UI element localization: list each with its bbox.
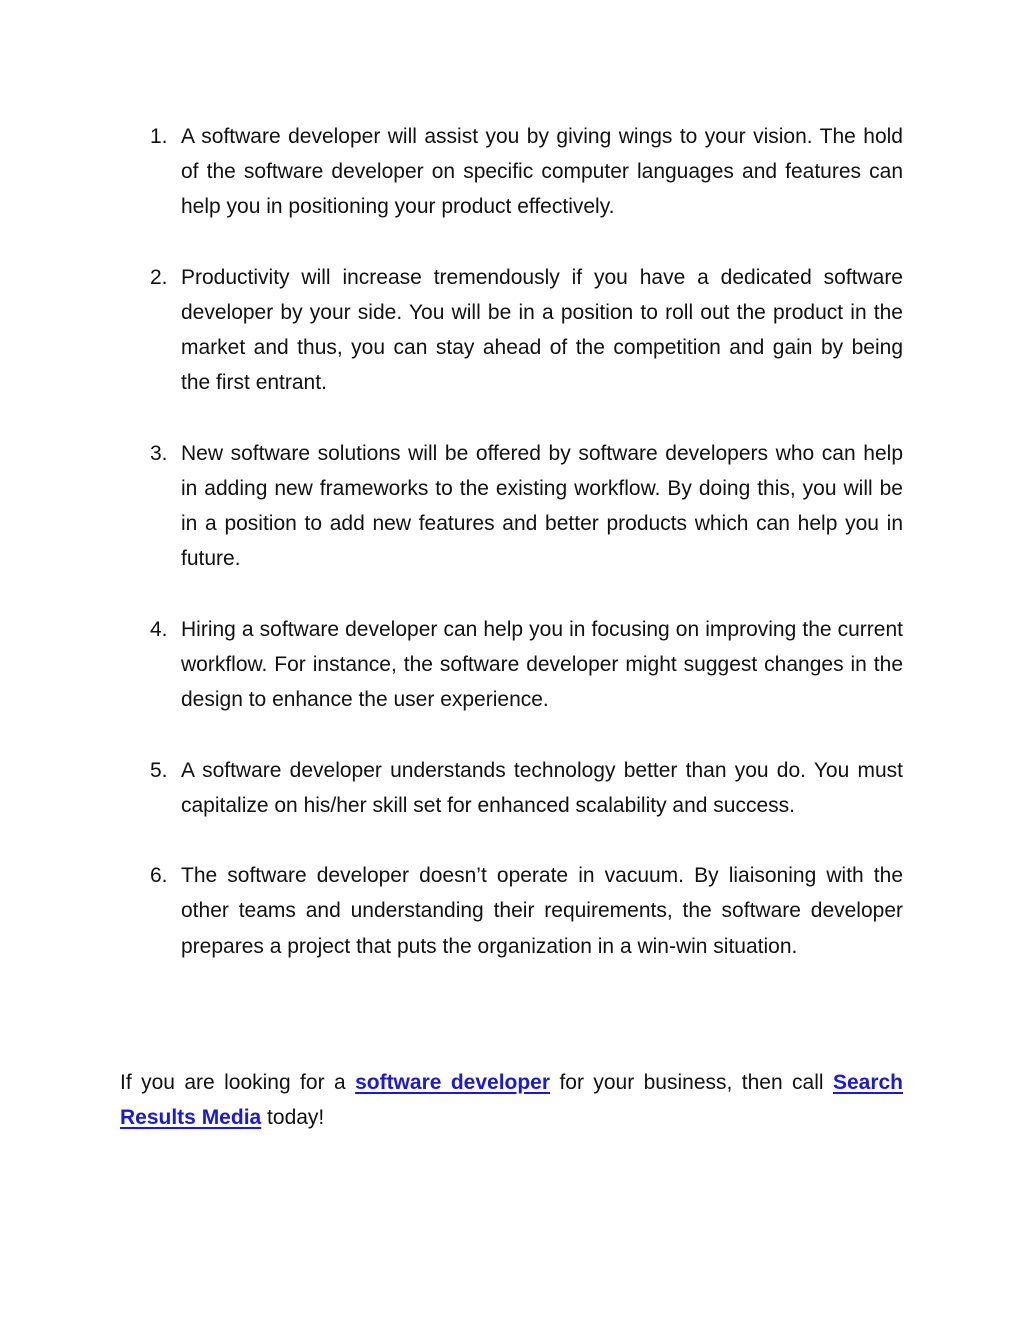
- list-item-number: 5.: [150, 758, 168, 782]
- list-item-number: 4.: [150, 617, 168, 641]
- list-item: [150, 858, 903, 964]
- list-item-text: Hiring a software developer can help you in focusing on improving the current workflow. For instance, the software developer might suggest changes in the design to enhance the user experience.: [181, 617, 903, 712]
- search-results-media-link[interactable]: Search Results Media: [120, 1071, 903, 1130]
- benefits-list: [150, 119, 903, 999]
- list-item-number: 3.: [150, 441, 168, 465]
- closing-text-end: today!: [261, 1106, 325, 1130]
- closing-text-middle: for your business, then call: [550, 1071, 833, 1094]
- list-item-text: A software developer understands technology better than you do. You must capitalize on his/her skill set for enhanced scalability and success.: [181, 758, 903, 817]
- closing-paragraph: [120, 1065, 903, 1135]
- list-item-text: The software developer doesn’t operate in vacuum. By liaisoning with the other teams and understanding their requirements, the software developer prepares a project that puts the organization in a win-win situation.: [181, 864, 903, 958]
- closing-text-start: If you are looking for a: [120, 1071, 356, 1094]
- list-item: [150, 612, 903, 718]
- list-item: [150, 753, 903, 823]
- list-item: [150, 436, 903, 577]
- software-developer-link[interactable]: software developer: [355, 1071, 551, 1094]
- list-item-number: 6.: [150, 864, 168, 888]
- list-item: [150, 260, 903, 401]
- list-item-text: Productivity will increase tremendously if you have a dedicated software developer by your side. You will be in a position to roll out the product in the market and thus, you can stay ahead of the competition and gain by being the first entrant.: [181, 265, 903, 395]
- list-item-number: 2.: [150, 265, 168, 289]
- list-item: [150, 119, 903, 225]
- list-item-text: New software solutions will be offered by software developers who can help in adding new frameworks to the existing workflow. By doing this, you will be in a position to add new features and better products which can help you in future.: [181, 441, 903, 571]
- list-item-number: 1.: [150, 125, 168, 148]
- list-item-text: A software developer will assist you by giving wings to your vision. The hold of the software developer on specific computer languages and features can help you in positioning your product effectively.: [181, 125, 903, 219]
